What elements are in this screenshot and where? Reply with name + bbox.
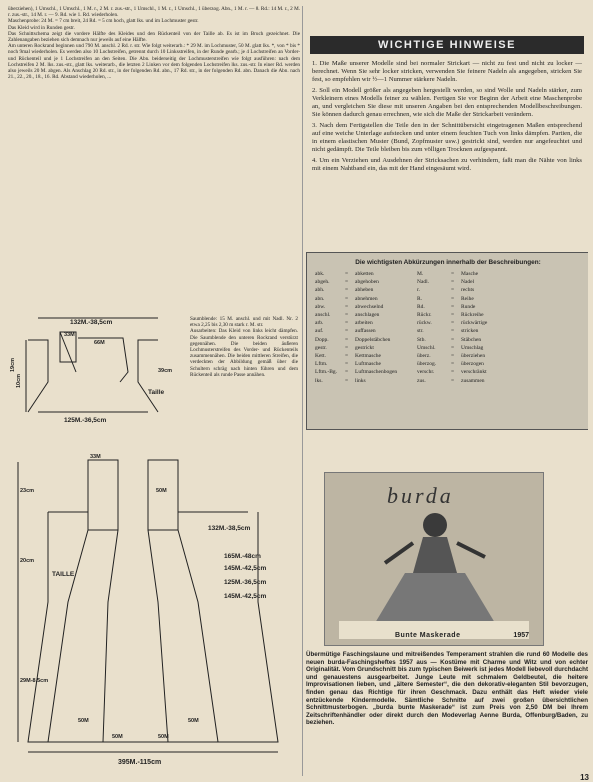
abbreviation-cell: =	[451, 271, 455, 277]
abbreviation-cell: verschr.	[417, 369, 435, 376]
abbreviation-cell: Kettmasche	[355, 353, 381, 360]
abbreviation-cell: Dopp.	[315, 336, 329, 343]
abbreviation-cell: zus.	[417, 377, 426, 384]
photo-caption: Bunte Maskerade	[395, 632, 461, 639]
abbreviation-cell: =	[345, 279, 349, 286]
abbreviation-cell: abheben	[355, 287, 374, 294]
instruction-paragraph: Das Kleid wird in Runden gestr.	[8, 24, 75, 31]
abbreviation-cell: Stäbchen	[461, 336, 482, 343]
hinweise-title: WICHTIGE HINWEISE	[310, 36, 584, 54]
abbreviation-cell: Kett.	[315, 353, 326, 360]
abbreviation-row	[307, 377, 588, 385]
diagram-label: 19cm	[10, 357, 16, 372]
abbreviation-row	[307, 270, 588, 278]
abbreviation-cell: Umschl.	[417, 344, 436, 351]
abbreviation-cell: abnehmen	[355, 295, 378, 302]
abbreviation-cell: =	[345, 271, 349, 277]
diagram-label: 395M.-115cm	[118, 759, 162, 766]
abbreviation-row	[307, 319, 588, 327]
abbreviation-cell: lks.	[315, 377, 323, 384]
abbreviation-cell: =	[451, 295, 455, 302]
abbreviation-cell: Lftm.-Bg.	[315, 369, 337, 376]
abbreviation-row	[307, 327, 588, 335]
hinweis-item: 4. Um ein Verziehen und Ausdehnen der Stricksachen zu verhindern, faßt man die Nähte von links mit einem Nahtband ein, das mit der Hand eingesäumt wird.	[312, 157, 582, 172]
diagram-label: 50M	[112, 734, 123, 740]
abbreviation-cell: abn.	[315, 295, 325, 302]
diagram-label: Taille	[148, 389, 165, 396]
abbreviation-cell: anschlagen	[355, 312, 380, 319]
abbreviation-cell: gestrickt	[355, 344, 374, 351]
instruction-paragraph: Das Schnittschema zeigt die vordere Hälfte des Kleides und den Rückenteil von der Taille ab. Es ist im Bruch gezeichnet. Die Zahlenangaben beziehen sich demnach nur jeweils auf eine Hälfte.	[8, 30, 300, 44]
abbreviation-cell: =	[345, 344, 349, 351]
abbreviation-cell: =	[345, 295, 349, 302]
abbreviation-row	[307, 303, 588, 311]
abbreviation-cell: abh.	[315, 287, 325, 294]
abbreviation-cell: =	[345, 320, 349, 327]
diagram-label: 39cm	[158, 368, 173, 374]
diagram-label: 23cm	[20, 488, 35, 494]
abbreviation-cell: =	[345, 353, 349, 360]
abbreviation-cell: =	[451, 369, 455, 376]
instruction-paragraph: Am unteren Rockrand beginnen und 790 M. anschl. 2 Rd. r. str. Wie folgt weiterarb.: * 29 M. im Lochmuster, 50 M. glatt lks. *, von * bis * noch 9mal wiederholen. Es werden also 10 Lochstreifen, getrennt durch 10 Linksstreifen, in der Runde gearb.; je 4 Lochstreifen an Vorder- und Rückenteil und je 1 Lochstreifen an den Seiten. Die Abn. beiderseitig der Lochmusterstreifen wie folgt ausführen: nach dem Lochstreifen 2 M. lks. zus.-str., glatt lks. weiterarb., die letzten 2 Linken vor dem folgenden Lochstreifen lks. zus.-str. In einer Rd. werden also jeweils 20 M. abgen. Als Anschlag 20 Rd. str., in der folgenden Rd. abn., 17 Rd. str., in der folgenden Rd. abn. Danach die Abn. nach 21., 22., 20., 18., 16. Rd. Abstand wiederholen, ...	[8, 43, 300, 81]
abbreviation-cell: str.	[417, 328, 424, 335]
abbreviation-cell: überzog.	[417, 361, 437, 368]
abbreviation-row	[307, 295, 588, 303]
abbreviation-cell: =	[345, 328, 349, 335]
abbreviation-cell: =	[451, 336, 455, 343]
instruction-paragraph: überziehen), 1 Umschl., 1 Umschl., 1 M. r., 2 M. r. zus.-str., 1 Umschl., 1 M. r., 1 Umschl., 1 überzog. Abn., 1 M. r. — 8. Rd.: 14 M. r., 2 M. r. zus.-str., 14 M. r. — 9. Rd. wie 1. Rd. wiederholen.	[8, 6, 300, 19]
diagram-label: 165M.-48cm	[224, 553, 261, 560]
abbreviation-cell: =	[451, 344, 455, 351]
abbreviation-cell: Lftm.	[315, 361, 328, 368]
abbreviation-cell: rückw.	[417, 320, 432, 327]
diagram-label: 50M	[158, 734, 169, 740]
diagram-label: 33M	[90, 454, 101, 460]
abbreviation-row	[307, 344, 588, 352]
abbreviation-cell: Luftmaschenbogen	[355, 369, 398, 376]
abbreviation-cell: =	[451, 328, 455, 335]
abbreviation-cell: Rückr.	[417, 312, 432, 319]
abbreviation-cell: =	[345, 336, 349, 343]
promo-text: Übermütige Faschingslaune und mitreißendes Temperament strahlen die rund 60 Modelle des neuen burda-Faschingsheftes 1957 aus — Kostüme mit Charme und Witz und von echter Originalität. Vom Grundschnitt bis zum typischen Beiwerk ist jedes Modell liebevoll durchdacht und genauestens ausgearbeitet. Junge Leute mit schmalem Geldbeutel, die heitere Improvisationen lieben, und „ältere Semester“, die den dekorativ-eleganten Stil bevorzugen, finden genau das Richtige für ihren Geschmack. Dazu enthält das Heft wieder viele entzückende Kindermodelle. Sämtliche Schnitte auf zwei großen übersichtlichen Schnittmusterbogen. „burda bunte Maskerade“ ist zum Preis von 2,50 DM bei Ihrem Zeitschriftenhändler oder direkt durch den Modeverlag Aenne Burda, Offenburg/Baden, zu beziehen.	[306, 651, 588, 727]
page-number: 13	[580, 773, 589, 782]
abbreviation-cell: Doppelstäbchen	[355, 336, 391, 343]
hinweise-box	[306, 36, 588, 173]
hinweis-item: 3. Nach dem Fertigstellen die Teile den in der Schnittübersicht eingetragenen Maßen entsprechend auf eine weiche Unterlage aufstecken und unter einem feuchten Tuch von links dämpfen. Partien, die in einem elastischen Muster (Bund, Zopfmuster usw.) gestrickt sind, werden nur angefeuchtet und nicht gedämpft. Die Teile bleiben bis zum völligen Trocknen aufgespannt.	[312, 122, 582, 153]
saum-paragraph: Saumblende: 15 M. anschl. und mit Nadl. Nr. 2 etwa 2,25 bis 2,30 m stark r. M. str.	[190, 316, 298, 329]
abbreviation-cell: Umschlag	[461, 344, 484, 351]
abbreviation-row	[307, 368, 588, 376]
abbreviation-cell: überzogen	[461, 361, 484, 368]
ausarbeiten-paragraph: Ausarbeiten: Das Kleid von links leicht dämpfen. Die Saumblende den unteren Rockrand verstürzt gegennähen. Die beiden äußeren Lochmusterstreifen des Vorder- und Rückenteils zusammennähen. Die beiden mittleren Streifen, die verdeckten der Abbildung gemäß über die Schultern schräg nach hinten führen und dem Rückenteil als runde Passe annähen.	[190, 328, 298, 378]
abbreviation-cell: =	[451, 303, 455, 310]
hinweis-item: 1. Die Maße unserer Modelle sind bei normaler Strickart — nicht zu fest und nicht zu locker — berechnet. Wenn Sie sehr locker stricken, verwenden Sie feinere Nadeln als angegeben, stricken Sie fest, so empfehlen wir ½—1 Nummer stärkere Nadeln.	[312, 60, 582, 83]
abbreviation-row	[307, 336, 588, 344]
photo-year: 1957	[513, 632, 529, 639]
abbreviation-cell: =	[345, 312, 349, 319]
abbreviation-cell: auffassen	[355, 328, 376, 335]
diagram-label: 125M.-36,5cm	[64, 417, 107, 424]
abbreviation-cell: R.	[417, 295, 423, 302]
pattern-diagram-top	[8, 312, 188, 432]
burda-logo: burda	[387, 483, 454, 508]
abbreviation-row	[307, 360, 588, 368]
abbreviation-cell: =	[345, 287, 349, 294]
instruction-text-top	[8, 6, 300, 80]
abbreviation-cell: Nadl.	[417, 279, 430, 286]
abbreviation-cell: Masche	[461, 271, 479, 277]
ausarbeiten-text	[190, 316, 298, 446]
abbreviation-cell: links	[355, 377, 366, 384]
diagram-label: 33M	[64, 332, 75, 338]
abbreviation-cell: =	[345, 369, 349, 376]
abbreviation-cell: Rd.	[417, 303, 425, 310]
abbreviation-cell: Runde	[461, 303, 476, 310]
abbreviations-table	[307, 270, 588, 385]
abbreviation-cell: Stb.	[417, 336, 426, 343]
abbreviation-cell: abgehoben	[355, 279, 379, 286]
diagram-label: 29M-8,5cm	[20, 678, 49, 684]
abbreviation-cell: stricken	[461, 328, 479, 335]
abbreviation-cell: Luftmasche	[355, 361, 381, 368]
diagram-label: 125M.-36,5cm	[224, 579, 267, 586]
diagram-label: 10cm	[16, 373, 22, 388]
abbreviation-cell: arbeiten	[355, 320, 373, 327]
abbreviation-cell: abw.	[315, 303, 326, 310]
abbreviation-cell: =	[451, 312, 455, 319]
abbreviation-cell: abgeh.	[315, 279, 330, 286]
abbreviation-row	[307, 278, 588, 286]
right-column	[306, 6, 588, 776]
abbreviation-cell: =	[451, 320, 455, 327]
diagram-label: 145M.-42,5cm	[224, 565, 267, 572]
abbreviation-cell: abk.	[315, 271, 325, 277]
abbreviation-cell: =	[451, 361, 455, 368]
abbreviation-cell: Rückreihe	[461, 312, 484, 319]
cover-photo	[324, 472, 544, 646]
abbreviation-row	[307, 286, 588, 294]
abbreviation-cell: überz.	[417, 353, 431, 360]
abbreviation-cell: =	[451, 377, 455, 384]
abbreviations-title: Die wichtigsten Abkürzungen innerhalb der Beschreibungen:	[355, 259, 541, 266]
abbreviation-cell: überziehen	[461, 353, 486, 360]
diagram-label: 132M.-38,5cm	[70, 319, 113, 326]
diagram-label: 132M.-38,5cm	[208, 525, 251, 532]
abbreviation-cell: auf.	[315, 328, 324, 335]
abbreviation-cell: anschl.	[315, 312, 331, 319]
abbreviation-cell: abketten	[355, 271, 374, 277]
abbreviation-cell: zusammen	[461, 377, 485, 384]
pattern-diagram-bottom	[8, 452, 300, 772]
abbreviation-cell: verschränkt	[461, 369, 487, 376]
abbreviation-cell: =	[451, 287, 455, 294]
diagram-label: 50M	[156, 488, 167, 494]
abbreviation-cell: Nadel	[461, 279, 475, 286]
diagram-label: TAILLE	[52, 571, 75, 578]
diagram-label: 50M	[188, 718, 199, 724]
abbreviation-cell: arb.	[315, 320, 324, 327]
abbreviation-cell: =	[345, 361, 349, 368]
diagram-label: 50M	[78, 718, 89, 724]
abbreviation-cell: gestr.	[315, 344, 327, 351]
abbreviation-cell: =	[345, 303, 349, 310]
abbreviation-cell: rechts	[461, 287, 475, 294]
abbreviation-cell: =	[451, 353, 455, 360]
column-divider	[302, 6, 303, 776]
abbreviation-cell: Reihe	[461, 295, 474, 302]
diagram-label: 66M	[94, 340, 105, 346]
abbreviation-cell: rückwärtige	[461, 320, 488, 327]
diagram-label: 20cm	[20, 558, 35, 564]
abbreviation-cell: r.	[417, 287, 420, 294]
abbreviation-cell: =	[345, 377, 349, 384]
abbreviation-cell: M.	[417, 271, 424, 277]
abbreviation-cell: =	[451, 279, 455, 286]
diagram-label: 145M.-42,5cm	[224, 593, 267, 600]
instruction-paragraph: Maschenprobe: 24 M. = 7 cm breit, 24 Rd. = 5 cm hoch, glatt lks. und im Lochmuster gestr.	[8, 18, 199, 25]
hinweis-item: 2. Soll ein Modell größer als angegeben hergestellt werden, so sind Wolle und Nadeln stärker, zum Verkleinern eines Modells feiner zu wählen. Fertigen Sie vor Beginn der Arbeit eine Maschenprobe an, und vergleichen Sie diese mit unseren Angaben bei den entsprechenden Modellbeschreibungen. Sie können dadurch genau errechnen, wie sich die Maße der Strickarbeit verändern.	[312, 87, 582, 118]
hinweise-list	[306, 60, 588, 173]
abbreviations-box	[306, 252, 588, 430]
abbreviation-row	[307, 311, 588, 319]
abbreviation-row	[307, 352, 588, 360]
abbreviation-cell: abwechselnd	[355, 303, 384, 310]
left-column	[8, 6, 300, 774]
